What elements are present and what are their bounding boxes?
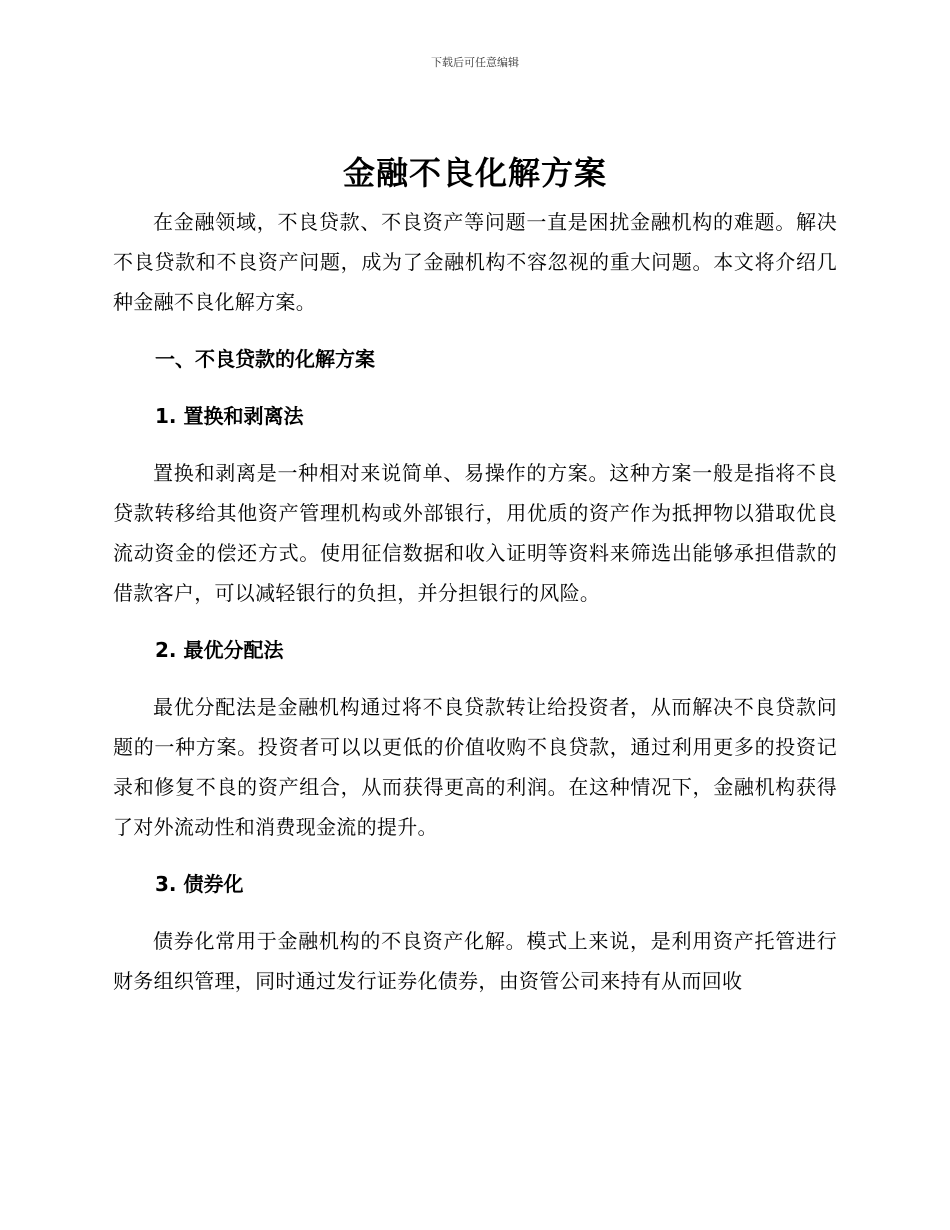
method-paragraph-1: 置换和剥离是一种相对来说简单、易操作的方案。这种方案一般是指将不良贷款转移给其他资产管理机构或外部银行，用优质的资产作为抵押物以猎取优良流动资金的偿还方式。使用征信数据和收入证明等资料来筛选出能够承担借款的借款客户，可以减轻银行的负担，并分担银行的风险。 xyxy=(113,461,837,605)
intro-paragraph: 在金融领域，不良贷款、不良资产等问题一直是困扰金融机构的难题。解决不良贷款和不良资产问题，成为了金融机构不容忽视的重大问题。本文将介绍几种金融不良化解方案。 xyxy=(113,210,837,314)
page-header-note: 下载后可任意编辑 xyxy=(431,56,519,69)
method-heading-1: 1. 置换和剥离法 xyxy=(155,404,304,428)
document-title: 金融不良化解方案 xyxy=(342,154,607,192)
section-heading: 一、不良贷款的化解方案 xyxy=(155,347,375,371)
method-heading-2: 2. 最优分配法 xyxy=(155,638,284,662)
method-paragraph-2: 最优分配法是金融机构通过将不良贷款转让给投资者，从而解决不良贷款问题的一种方案。投资者可以以更低的价值收购不良贷款，通过利用更多的投资记录和修复不良的资产组合，从而获得更高的利润。在这种情况下，金融机构获得了对外流动性和消费现金流的提升。 xyxy=(113,695,837,839)
method-heading-3: 3. 债券化 xyxy=(155,872,244,896)
method-paragraph-3: 债券化常用于金融机构的不良资产化解。模式上来说，是利用资产托管进行财务组织管理，同时通过发行证券化债券，由资管公司来持有从而回收 xyxy=(113,929,837,993)
document-body xyxy=(113,202,837,1001)
